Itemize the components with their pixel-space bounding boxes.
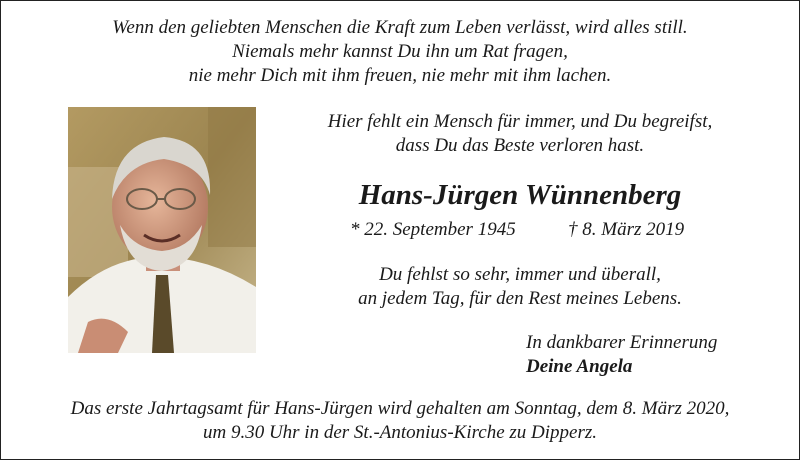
second-verse-line: Hier fehlt ein Mensch für immer, und Du begreifst,: [327, 111, 713, 132]
second-verse: [290, 110, 750, 158]
intro-verse: [0, 16, 800, 88]
intro-verse-line: nie mehr Dich mit ihm freuen, nie mehr mit ihm lachen.: [188, 65, 612, 86]
birth-date: * 22. September 1945: [350, 219, 516, 240]
intro-verse-line: Wenn den geliebten Menschen die Kraft zum Leben verlässt, wird alles still.: [112, 17, 688, 38]
deceased-name: Hans-Jürgen Wünnenberg: [358, 179, 682, 211]
intro-verse-line: Niemals mehr kannst Du ihn um Rat fragen,: [232, 41, 568, 62]
signoff: [526, 331, 717, 379]
signoff-line: In dankbarer Erinnerung: [526, 332, 718, 353]
closing-verse-line: Du fehlst so sehr, immer und überall,: [379, 264, 661, 285]
signoff-name: Deine Angela: [526, 356, 633, 377]
closing-verse: [290, 263, 750, 311]
second-verse-line: dass Du das Beste verloren hast.: [395, 135, 645, 156]
footer-line: um 9.30 Uhr in der St.-Antonius-Kirche zu Dipperz.: [202, 422, 598, 443]
portrait-photo: [68, 107, 256, 353]
portrait-image: [68, 107, 256, 353]
footer-line: Das erste Jahrtagsamt für Hans-Jürgen wird gehalten am Sonntag, dem 8. März 2020,: [70, 398, 730, 419]
closing-verse-line: an jedem Tag, für den Rest meines Lebens.: [358, 288, 682, 309]
memorial-service-notice: [0, 397, 800, 445]
death-date: † 8. März 2019: [568, 219, 685, 240]
